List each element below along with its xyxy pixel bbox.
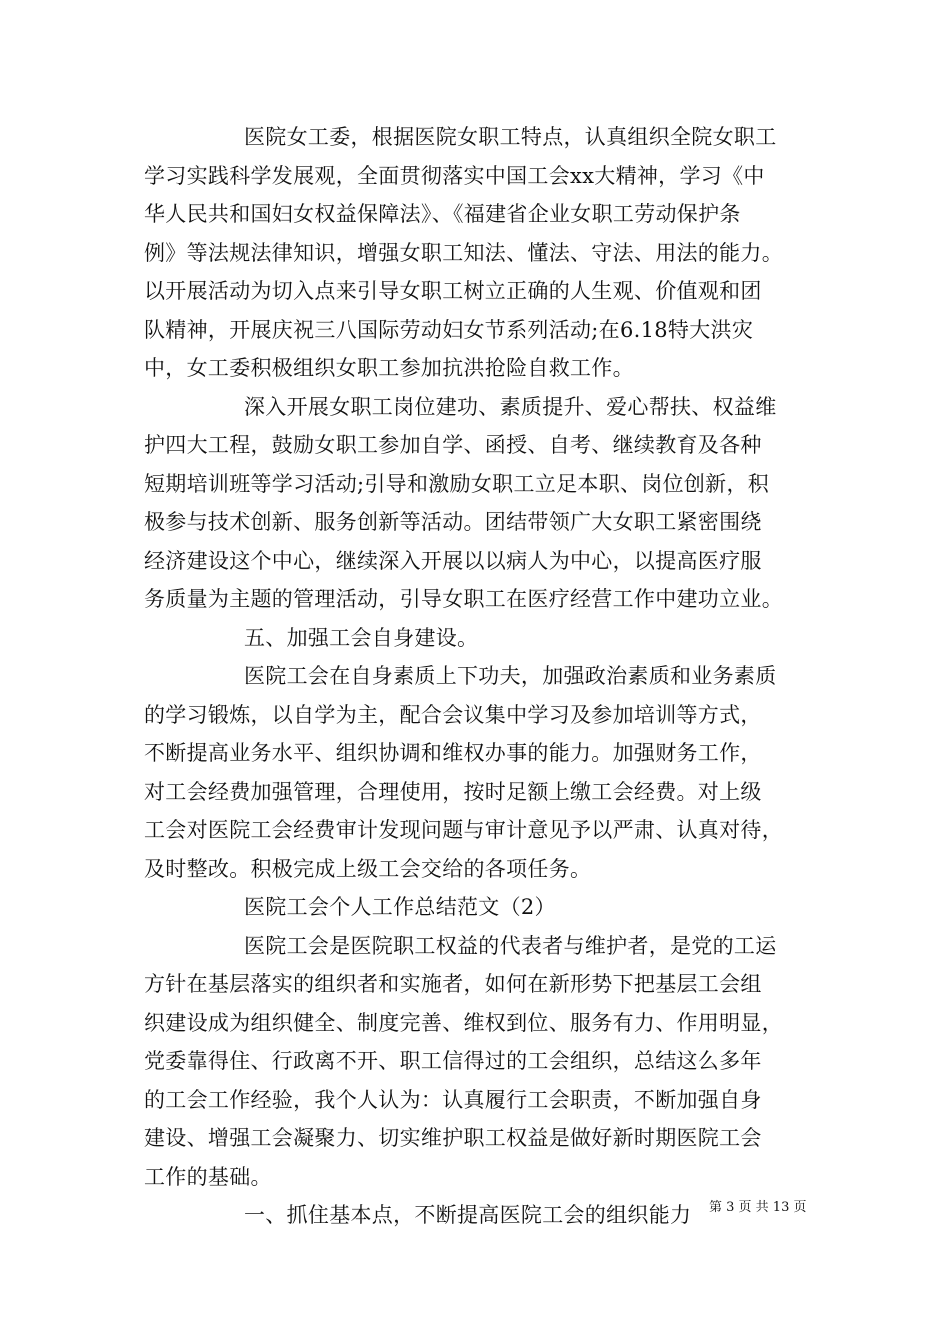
text-line: 务质量为主题的管理活动，引导女职工在医疗经营工作中建功立业。 [144, 587, 783, 611]
article-title: 医院工会个人工作总结范文（2） [244, 895, 556, 919]
text-line: 经济建设这个中心，继续深入开展以以病人为中心，以提高医疗服 [144, 548, 762, 573]
text-line: 对工会经费加强管理，合理使用，按时足额上缴工会经费。对上级 [144, 779, 762, 804]
text-line: 的学习锻炼，以自学为主，配合会议集中学习及参加培训等方式， [144, 702, 762, 727]
text-line: 学习实践科学发展观，全面贯彻落实中国工会xx大精神，学习《中 [144, 163, 765, 188]
section-heading: 五、加强工会自身建设。 [244, 625, 479, 650]
text-line: 及时整改。积极完成上级工会交给的各项任务。 [144, 856, 592, 881]
document-body [144, 118, 808, 1235]
text-line: 深入开展女职工岗位建功、素质提升、爱心帮扶、权益维 [244, 394, 777, 419]
text-line: 短期培训班等学习活动;引导和激励女职工立足本职、岗位创新，积 [144, 471, 770, 496]
text-line: 工作的基础。 [144, 1164, 272, 1189]
text-line: 的工会工作经验，我个人认为：认真履行工会职责，不断加强自身 [144, 1087, 762, 1112]
text-line: 方针在基层落实的组织者和实施者，如何在新形势下把基层工会组 [144, 972, 762, 996]
text-line: 建设、增强工会凝聚力、切实维护职工权益是做好新时期医院工会 [144, 1126, 762, 1150]
text-line: 医院女工委，根据医院女职工特点，认真组织全院女职工 [244, 125, 777, 149]
text-line: 华人民共和国妇女权益保障法》、《福建省企业女职工劳动保护条 [144, 202, 741, 226]
text-line: 不断提高业务水平、组织协调和维权办事的能力。加强财务工作， [144, 741, 762, 765]
text-line: 党委靠得住、行政离不开、职工信得过的工会组织，总结这么多年 [144, 1049, 762, 1073]
text-line: 医院工会是医院职工权益的代表者与维护者，是党的工运 [244, 933, 777, 958]
text-line: 队精神，开展庆祝三八国际劳动妇女节系列活动;在6.18特大洪灾 [144, 317, 754, 342]
text-line: 医院工会在自身素质上下功夫，加强政治素质和业务素质 [244, 664, 777, 688]
text-line: 极参与技术创新、服务创新等活动。团结带领广大女职工紧密围绕 [144, 510, 762, 534]
text-line: 工会对医院工会经费审计发现问题与审计意见予以严肃、认真对待， [144, 818, 783, 842]
text-line: 例》等法规法律知识，增强女职工知法、懂法、守法、用法的能力。 [144, 240, 783, 265]
text-line: 护四大工程，鼓励女职工参加自学、函授、自考、继续教育及各种 [144, 433, 762, 457]
text-line: 中，女工委积极组织女职工参加抗洪抢险自救工作。 [144, 356, 634, 380]
text-line: 以开展活动为切入点来引导女职工树立正确的人生观、价值观和团 [144, 279, 762, 303]
text-line: 织建设成为组织健全、制度完善、维权到位、服务有力、作用明显， [144, 1010, 783, 1035]
section-heading: 一、抓住基本点，不断提高医院工会的组织能力 [244, 1203, 692, 1227]
page-number: 第 3 页 共 13 页 [709, 1200, 807, 1215]
